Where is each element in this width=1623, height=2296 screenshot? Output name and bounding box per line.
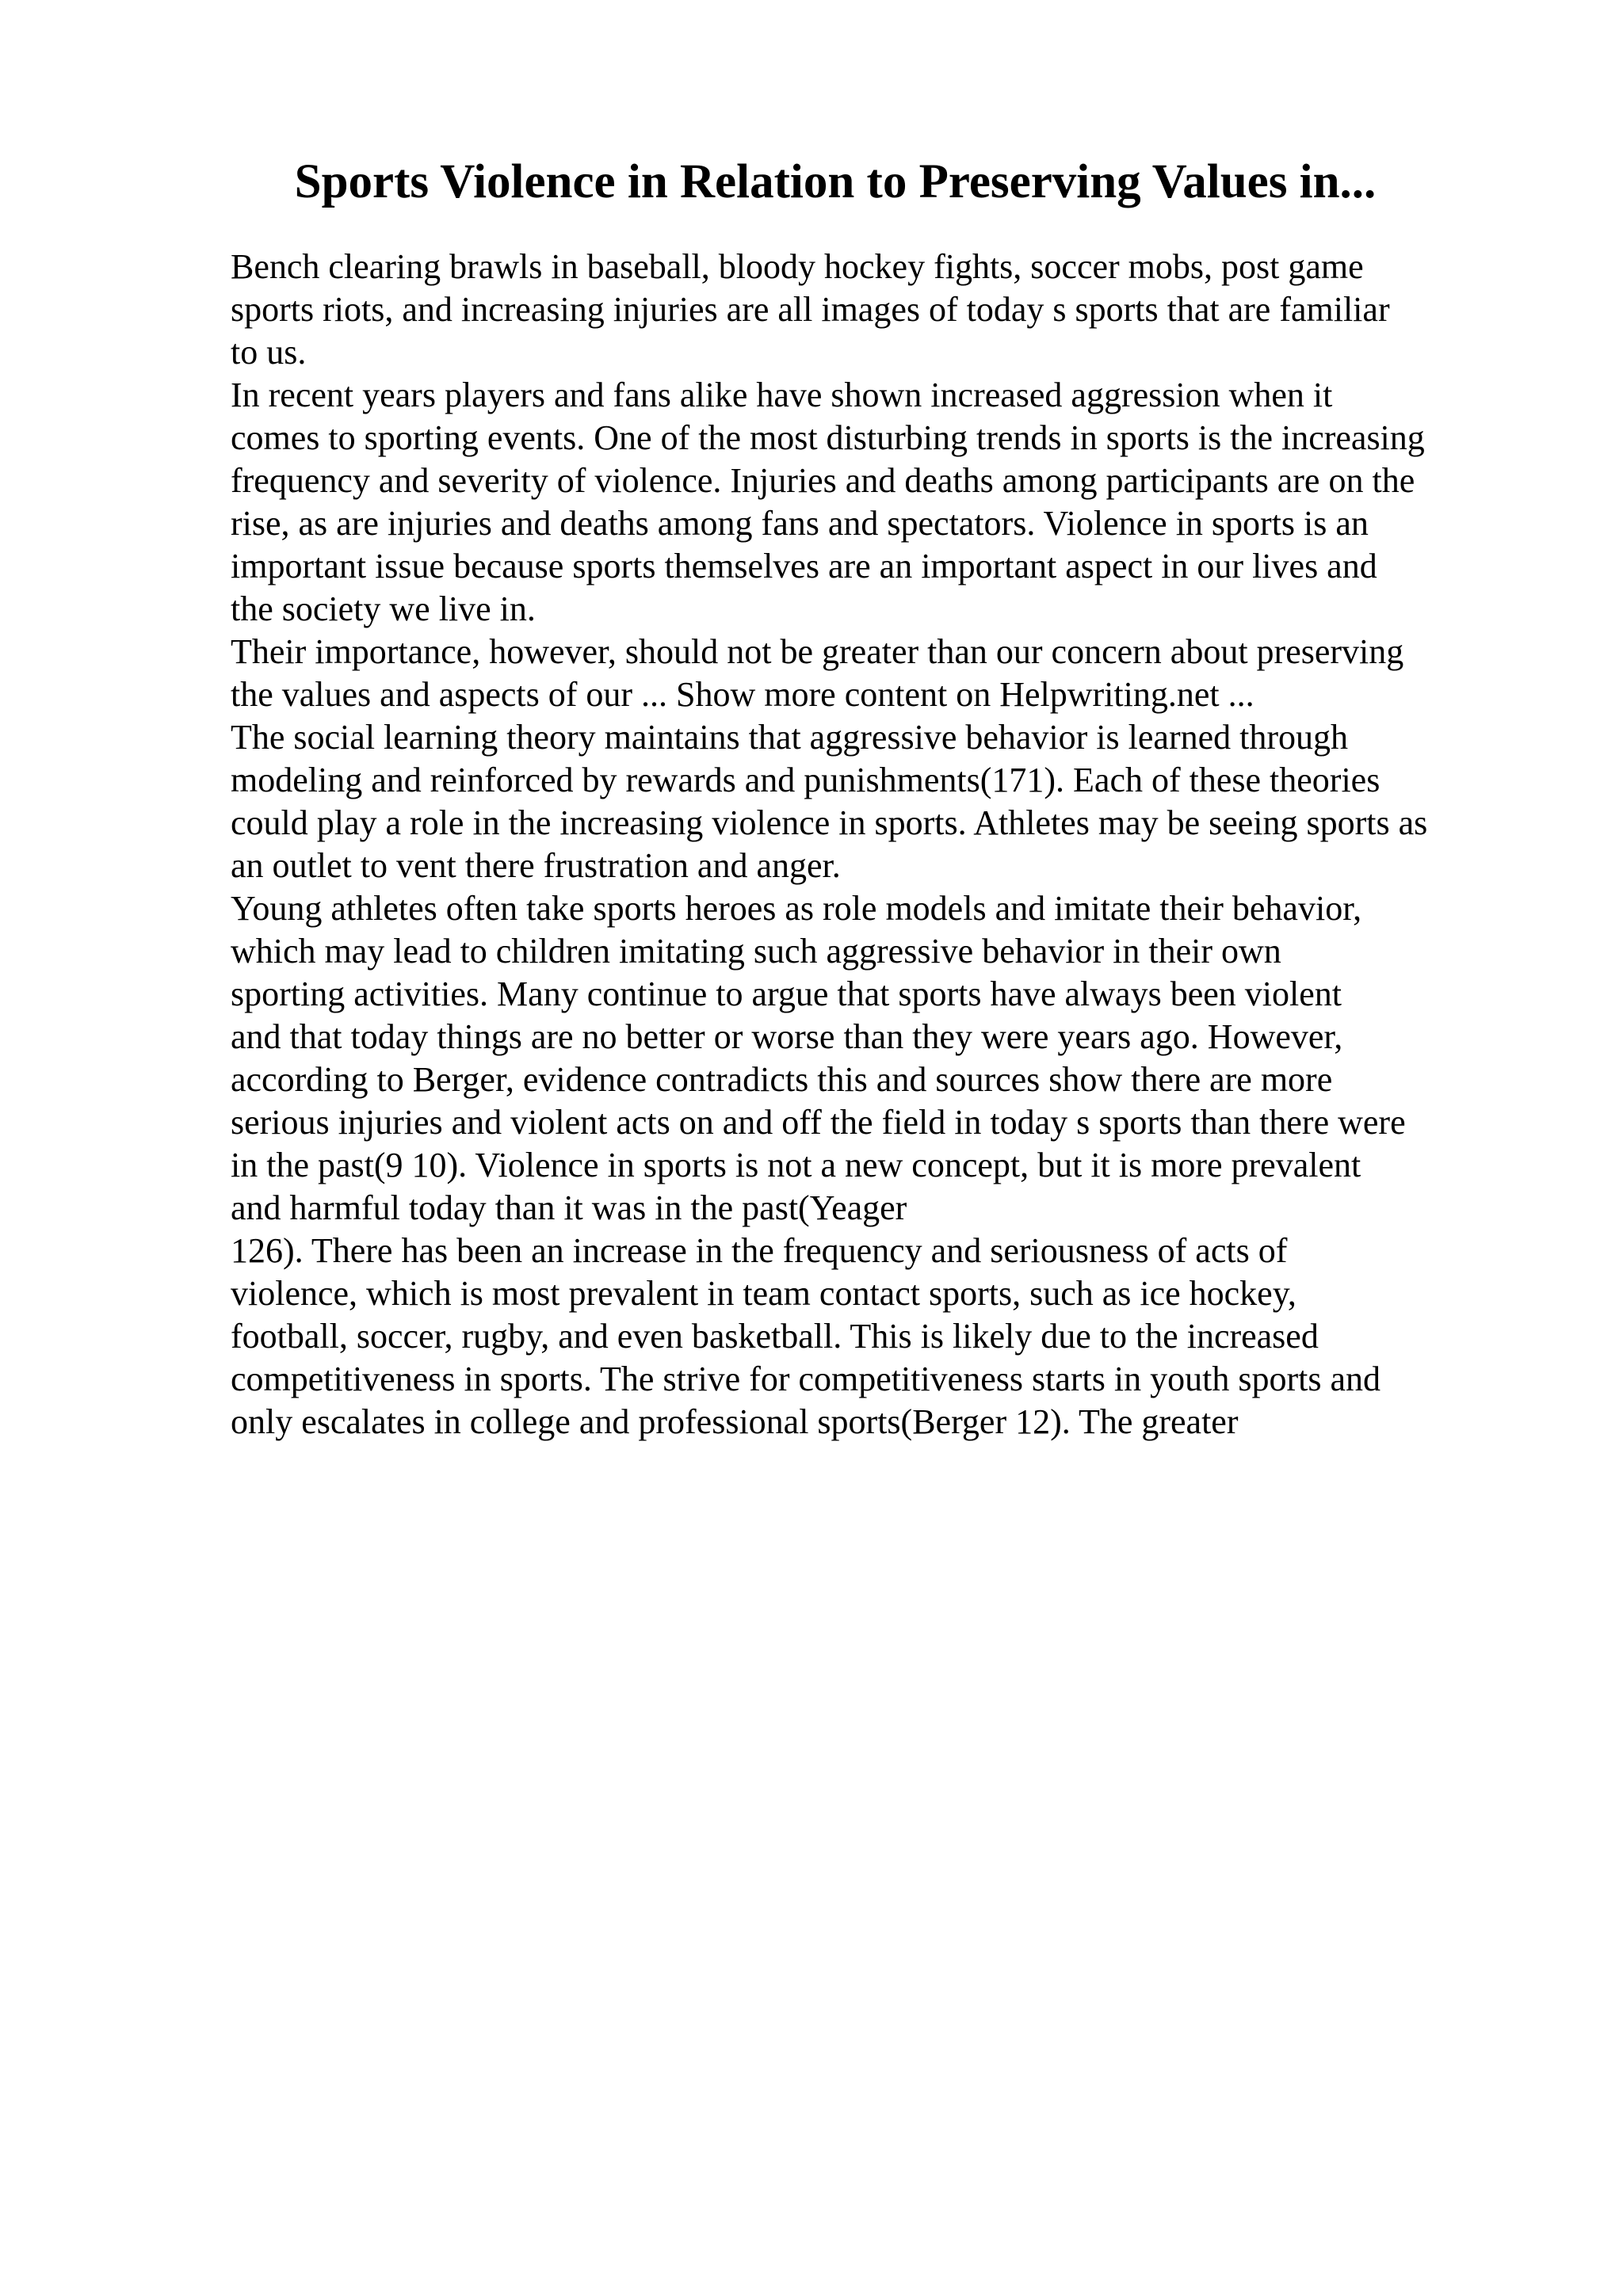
document-body bbox=[231, 246, 1546, 1444]
body-line: Their importance, however, should not be greater than our concern about preserving bbox=[231, 632, 1404, 671]
body-line: and that today things are no better or worse than they were years ago. However, bbox=[231, 1017, 1343, 1056]
body-line: an outlet to vent there frustration and anger. bbox=[231, 846, 841, 885]
body-line: Bench clearing brawls in baseball, bloody hockey fights, soccer mobs, post game bbox=[231, 247, 1364, 286]
body-line: sports riots, and increasing injuries are all images of today s sports that are familiar bbox=[231, 290, 1390, 329]
body-line: rise, as are injuries and deaths among fans and spectators. Violence in sports is an bbox=[231, 504, 1369, 543]
body-line: serious injuries and violent acts on and off the field in today s sports than there were bbox=[231, 1103, 1406, 1142]
body-line: to us. bbox=[231, 333, 307, 372]
body-line: The social learning theory maintains that aggressive behavior is learned through bbox=[231, 718, 1348, 757]
body-line: competitiveness in sports. The strive for competitiveness starts in youth sports and bbox=[231, 1360, 1381, 1398]
body-line: the society we live in. bbox=[231, 589, 536, 628]
body-line: and harmful today than it was in the past(Yeager bbox=[231, 1188, 907, 1227]
body-line: football, soccer, rugby, and even basketball. This is likely due to the increased bbox=[231, 1317, 1319, 1356]
body-line: which may lead to children imitating such aggressive behavior in their own bbox=[231, 932, 1281, 971]
body-line: modeling and reinforced by rewards and punishments(171). Each of these theories bbox=[231, 761, 1381, 799]
body-line: could play a role in the increasing violence in sports. Athletes may be seeing sports as bbox=[231, 803, 1428, 842]
body-line: important issue because sports themselves are an important aspect in our lives and bbox=[231, 547, 1377, 585]
body-line: violence, which is most prevalent in team contact sports, such as ice hockey, bbox=[231, 1274, 1296, 1313]
body-line: 126). There has been an increase in the frequency and seriousness of acts of bbox=[231, 1231, 1288, 1270]
body-line: Young athletes often take sports heroes as role models and imitate their behavior, bbox=[231, 889, 1362, 928]
body-line: the values and aspects of our ... Show more content on Helpwriting.net ... bbox=[231, 675, 1254, 714]
body-line: In recent years players and fans alike have shown increased aggression when it bbox=[231, 376, 1333, 414]
body-line: comes to sporting events. One of the most disturbing trends in sports is the increasing bbox=[231, 418, 1425, 457]
body-line: only escalates in college and professional sports(Berger 12). The greater bbox=[231, 1402, 1239, 1441]
body-line: in the past(9 10). Violence in sports is not a new concept, but it is more prevalent bbox=[231, 1146, 1361, 1184]
document-title: Sports Violence in Relation to Preserving Values in... bbox=[294, 155, 1377, 208]
body-line: according to Berger, evidence contradicts this and sources show there are more bbox=[231, 1060, 1333, 1099]
body-line: sporting activities. Many continue to argue that sports have always been violent bbox=[231, 974, 1342, 1013]
body-line: frequency and severity of violence. Injuries and deaths among participants are on the bbox=[231, 461, 1415, 500]
